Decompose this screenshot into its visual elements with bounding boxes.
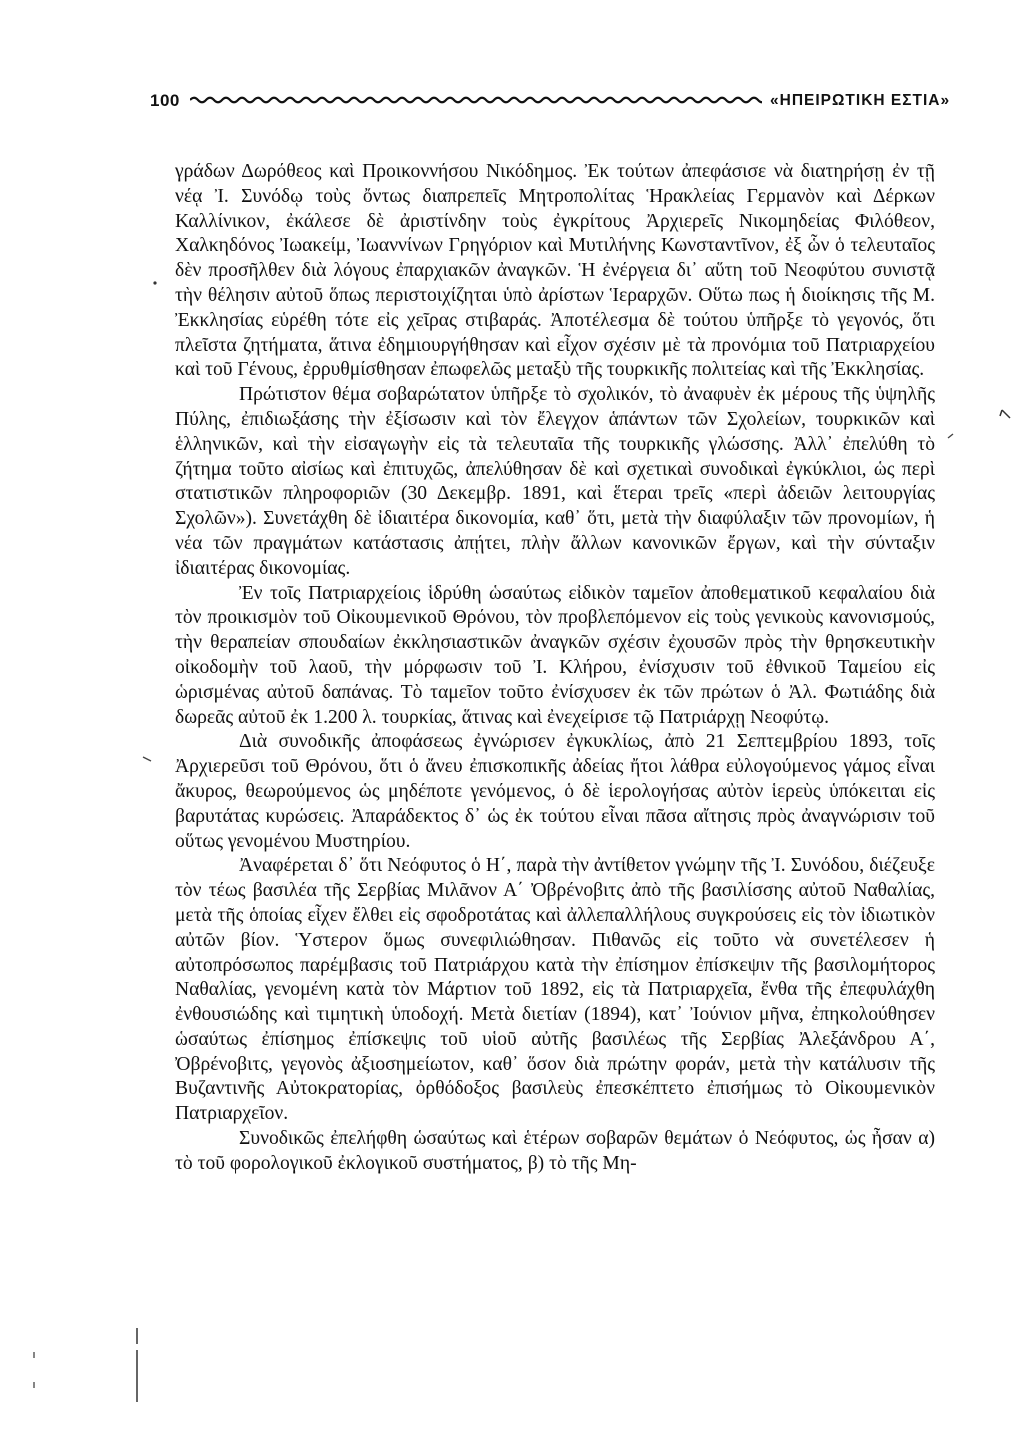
journal-title: «ΗΠΕΙΡΩΤΙΚΗ ΕΣΤΙΑ» [770, 92, 951, 109]
margin-tick [143, 757, 151, 761]
paragraph-synodal-matters: Συνοδικῶς ἐπελήφθη ὡσαύτως καὶ ἑτέρων σοβαρῶν θεμάτων ὁ Νεόφυτος, ὡς ἦσαν α) τὸ τοῦ φορολογικοῦ ἐκλογικοῦ συστήματος, β) τὸ τῆς Μη- [175, 1128, 935, 1174]
margin-tick [1000, 410, 1010, 418]
paragraph-school-issue: Πρώτιστον θέμα σοβαρώτατον ὑπῆρξε τὸ σχολικόν, τὸ ἀναφυὲν ἐκ μέρους τῆς ὑψηλῆς Πύλης, ἐπιδιωξάσης τὴν ἐξίσωσιν καὶ τὸν ἔλεγχον ἁπάντων τῶν Σχολείων, τουρκικῶν καὶ ἑλληνικῶν, καὶ τὴν εἰσαγωγὴν εἰς τὰ τελευταῖα τῆς τουρκικῆς γλώσσης. Ἀλλ᾽ ἐπελύθη τὸ ζήτημα τοῦτο αἰσίως καὶ ἐπιτυχῶς, ἀπελύθησαν δὲ καὶ σχετικαὶ συνοδικαὶ ἐγκύκλιοι, ὡς περὶ στατιστικῶν πληροφοριῶν (30 Δεκεμβρ. 1891, καὶ ἕτεραι τρεῖς «περὶ ἀδειῶν λειτουργίας Σχολῶν»). Συνετάχθη δὲ ἰδιαιτέρα δικονομία, καθ᾽ ὅτι, μετὰ τὴν διαφύλαξιν τῶν προνομίων, ἡ νέα τῶν πραγμάτων κατάστασις ἀπῄτει, πλὴν ἄλλων κανονικῶν ἔργων, καὶ τὴν σύνταξιν ἰδιαιτέρας δικονομίας. [175, 384, 935, 579]
paragraph-continuation: γράδων Δωρόθεος καὶ Προικοννήσου Νικόδημος. Ἐκ τούτων ἀπεφάσισε νὰ διατηρήσῃ ἐν τῇ νέᾳ Ἰ. Συνόδῳ τοὺς ὄντως διαπρεπεῖς Μητροπολίτας Ἡρακλείας Γερμανὸν καὶ Δέρκων Καλλίνικον, ἐκάλεσε δὲ ἀριστίνδην τοὺς ἐγκρίτους Ἀρχιερεῖς Νικομηδείας Φιλόθεον, Χαλκηδόνος Ἰωακείμ, Ἰωαννίνων Γρηγόριον καὶ Μυτιλήνης Κωνσταντῖνον, ἐξ ὧν ὁ τελευταῖος δὲν προσῆλθεν διὰ λόγους ἐπαρχιακῶν ἀναγκῶν. Ἡ ἐνέργεια δι᾽ αὕτη τοῦ Νεοφύτου συνιστᾷ τὴν θέλησιν αὐτοῦ ὅπως περιστοιχίζηται ὑπὸ ἀρίστων Ἱεραρχῶν. Οὕτω πως ἡ διοίκησις τῆς Μ. Ἐκκλησίας εὑρέθη τότε εἰς χεῖρας στιβαράς. Ἀποτέλεσμα δὲ τούτου ὑπῆρξε τὸ γεγονός, ὅτι πλεῖστα ζητήματα, ἅτινα ἐδημιουργήθησαν καὶ εἶχον σχέσιν μὲ τὰ προνόμια τοῦ Πατριαρχείου καὶ τοῦ Γένους, ἐρρυθμίσθησαν ἐπωφελῶς μεταξὺ τῆς τουρκικῆς πολιτείας καὶ τῆς Ἐκκλησίας. [175, 161, 935, 381]
paragraph-marriage-decision: Διὰ συνοδικῆς ἀποφάσεως ἐγνώρισεν ἐγκυκλίως, ἀπὸ 21 Σεπτεμβρίου 1893, τοῖς Ἀρχιερεῦσι τοῦ Θρόνου, ὅτι ὁ ἄνευ ἐπισκοπικῆς ἀδείας ἤτοι λάθρα εὐλογούμενος γάμος εἶναι ἄκυρος, θεωρούμενος ὡς μηδέποτε γενόμενος, ὁ δὲ ἱερολογήσας αὐτὸν ἱερεὺς ὑπόκειται εἰς βαρυτάτας κυρώσεις. Ἀπαράδεκτος δ᾽ ὡς ἐκ τούτου εἶναι πᾶσα αἴτησις πρὸς ἀναγνώρισιν τοῦ οὕτως γενομένου Μυστηρίου. [175, 731, 935, 852]
wavy-header-rule [190, 94, 762, 106]
margin-dot [153, 281, 156, 284]
paragraph-serbian-royals: Ἀναφέρεται δ᾽ ὅτι Νεόφυτος ὁ Η΄, παρὰ τὴν ἀντίθετον γνώμην τῆς Ἰ. Συνόδου, διέζευξε τὸν τέως βασιλέα τῆς Σερβίας Μιλᾶνον Α΄ Ὀβρένοβιτς ἀπὸ τῆς βασιλίσσης αὐτοῦ Ναθαλίας, μετὰ τῆς ὁποίας εἶχεν ἔλθει εἰς σφοδροτάτας καὶ ἀλλεπαλλήλους συγκρούσεις εἰς τὸν ἰδιωτικὸν αὐτῶν βίον. Ὑστερον ὅμως συνεφιλιώθησαν. Πιθανῶς εἰς τοῦτο νὰ συνετέλεσεν ἡ αὐτοπρόσωπος παρέμβασις τοῦ Πατριάρχου κατὰ τὴν ἐπίσημον ἐπίσκεψιν τῆς βασιλομήτορος Ναθαλίας, γενομένη κατὰ τὸν Μάρτιον τοῦ 1892, εἰς τὰ Πατριαρχεῖα, ἔνθα τῆς ἐπεφυλάχθη ἐνθουσιώδης καὶ τιμητικὴ ὑποδοχή. Μετὰ διετίαν (1894), κατ᾽ Ἰούνιον μῆνα, ἐπηκολούθησεν ὡσαύτως ἐπίσημος ἐπίσκεψις τοῦ υἱοῦ αὐτῆς βασιλέως τῆς Σερβίας Ἀλεξάνδρου Α΄, Ὀβρένοβιτς, γεγονὸς ἀξιοσημείωτον, καθ᾽ ὅσον διὰ πρώτην φοράν, μετὰ τὴν κατάλυσιν τῆς Βυζαντινῆς Αὐτοκρατορίας, ὀρθόδοξος βασιλεὺς ἐπεσκέπτετο ἐπισήμως τὸ Οἰκουμενικὸν Πατριαρχεῖον. [175, 855, 935, 1125]
article-body [175, 160, 935, 1177]
paragraph-reserve-fund: Ἐν τοῖς Πατριαρχείοις ἱδρύθη ὡσαύτως εἰδικὸν ταμεῖον ἀποθεματικοῦ κεφαλαίου διὰ τὸν προικισμὸν τοῦ Οἰκουμενικοῦ Θρόνου, τὸν προβλεπόμενον εἰς τοὺς γενικοὺς κανονισμούς, τὴν θεραπείαν σπουδαίων ἐκκλησιαστικῶν ἀναγκῶν σχέσιν ἐχουσῶν πρὸς τὴν θρησκευτικὴν οἰκοδομὴν τοῦ λαοῦ, τὴν μόρφωσιν τοῦ Ἰ. Κλήρου, ἐνίσχυσιν τοῦ ἐθνικοῦ Ταμείου εἰς ὡρισμένας αὐτοῦ δαπάνας. Τὸ ταμεῖον τοῦτο ἐνίσχυσεν ἐκ τῶν πρώτων ὁ Ἀλ. Φωτιάδης διὰ δωρεᾶς αὐτοῦ ἐκ 1.200 λ. τουρκίας, ἅτινας καὶ ἐνεχείρισε τῷ Πατριάρχῃ Νεοφύτῳ. [175, 582, 935, 728]
running-header [150, 88, 992, 116]
margin-tick [948, 434, 953, 438]
page-number: 100 [150, 91, 180, 110]
